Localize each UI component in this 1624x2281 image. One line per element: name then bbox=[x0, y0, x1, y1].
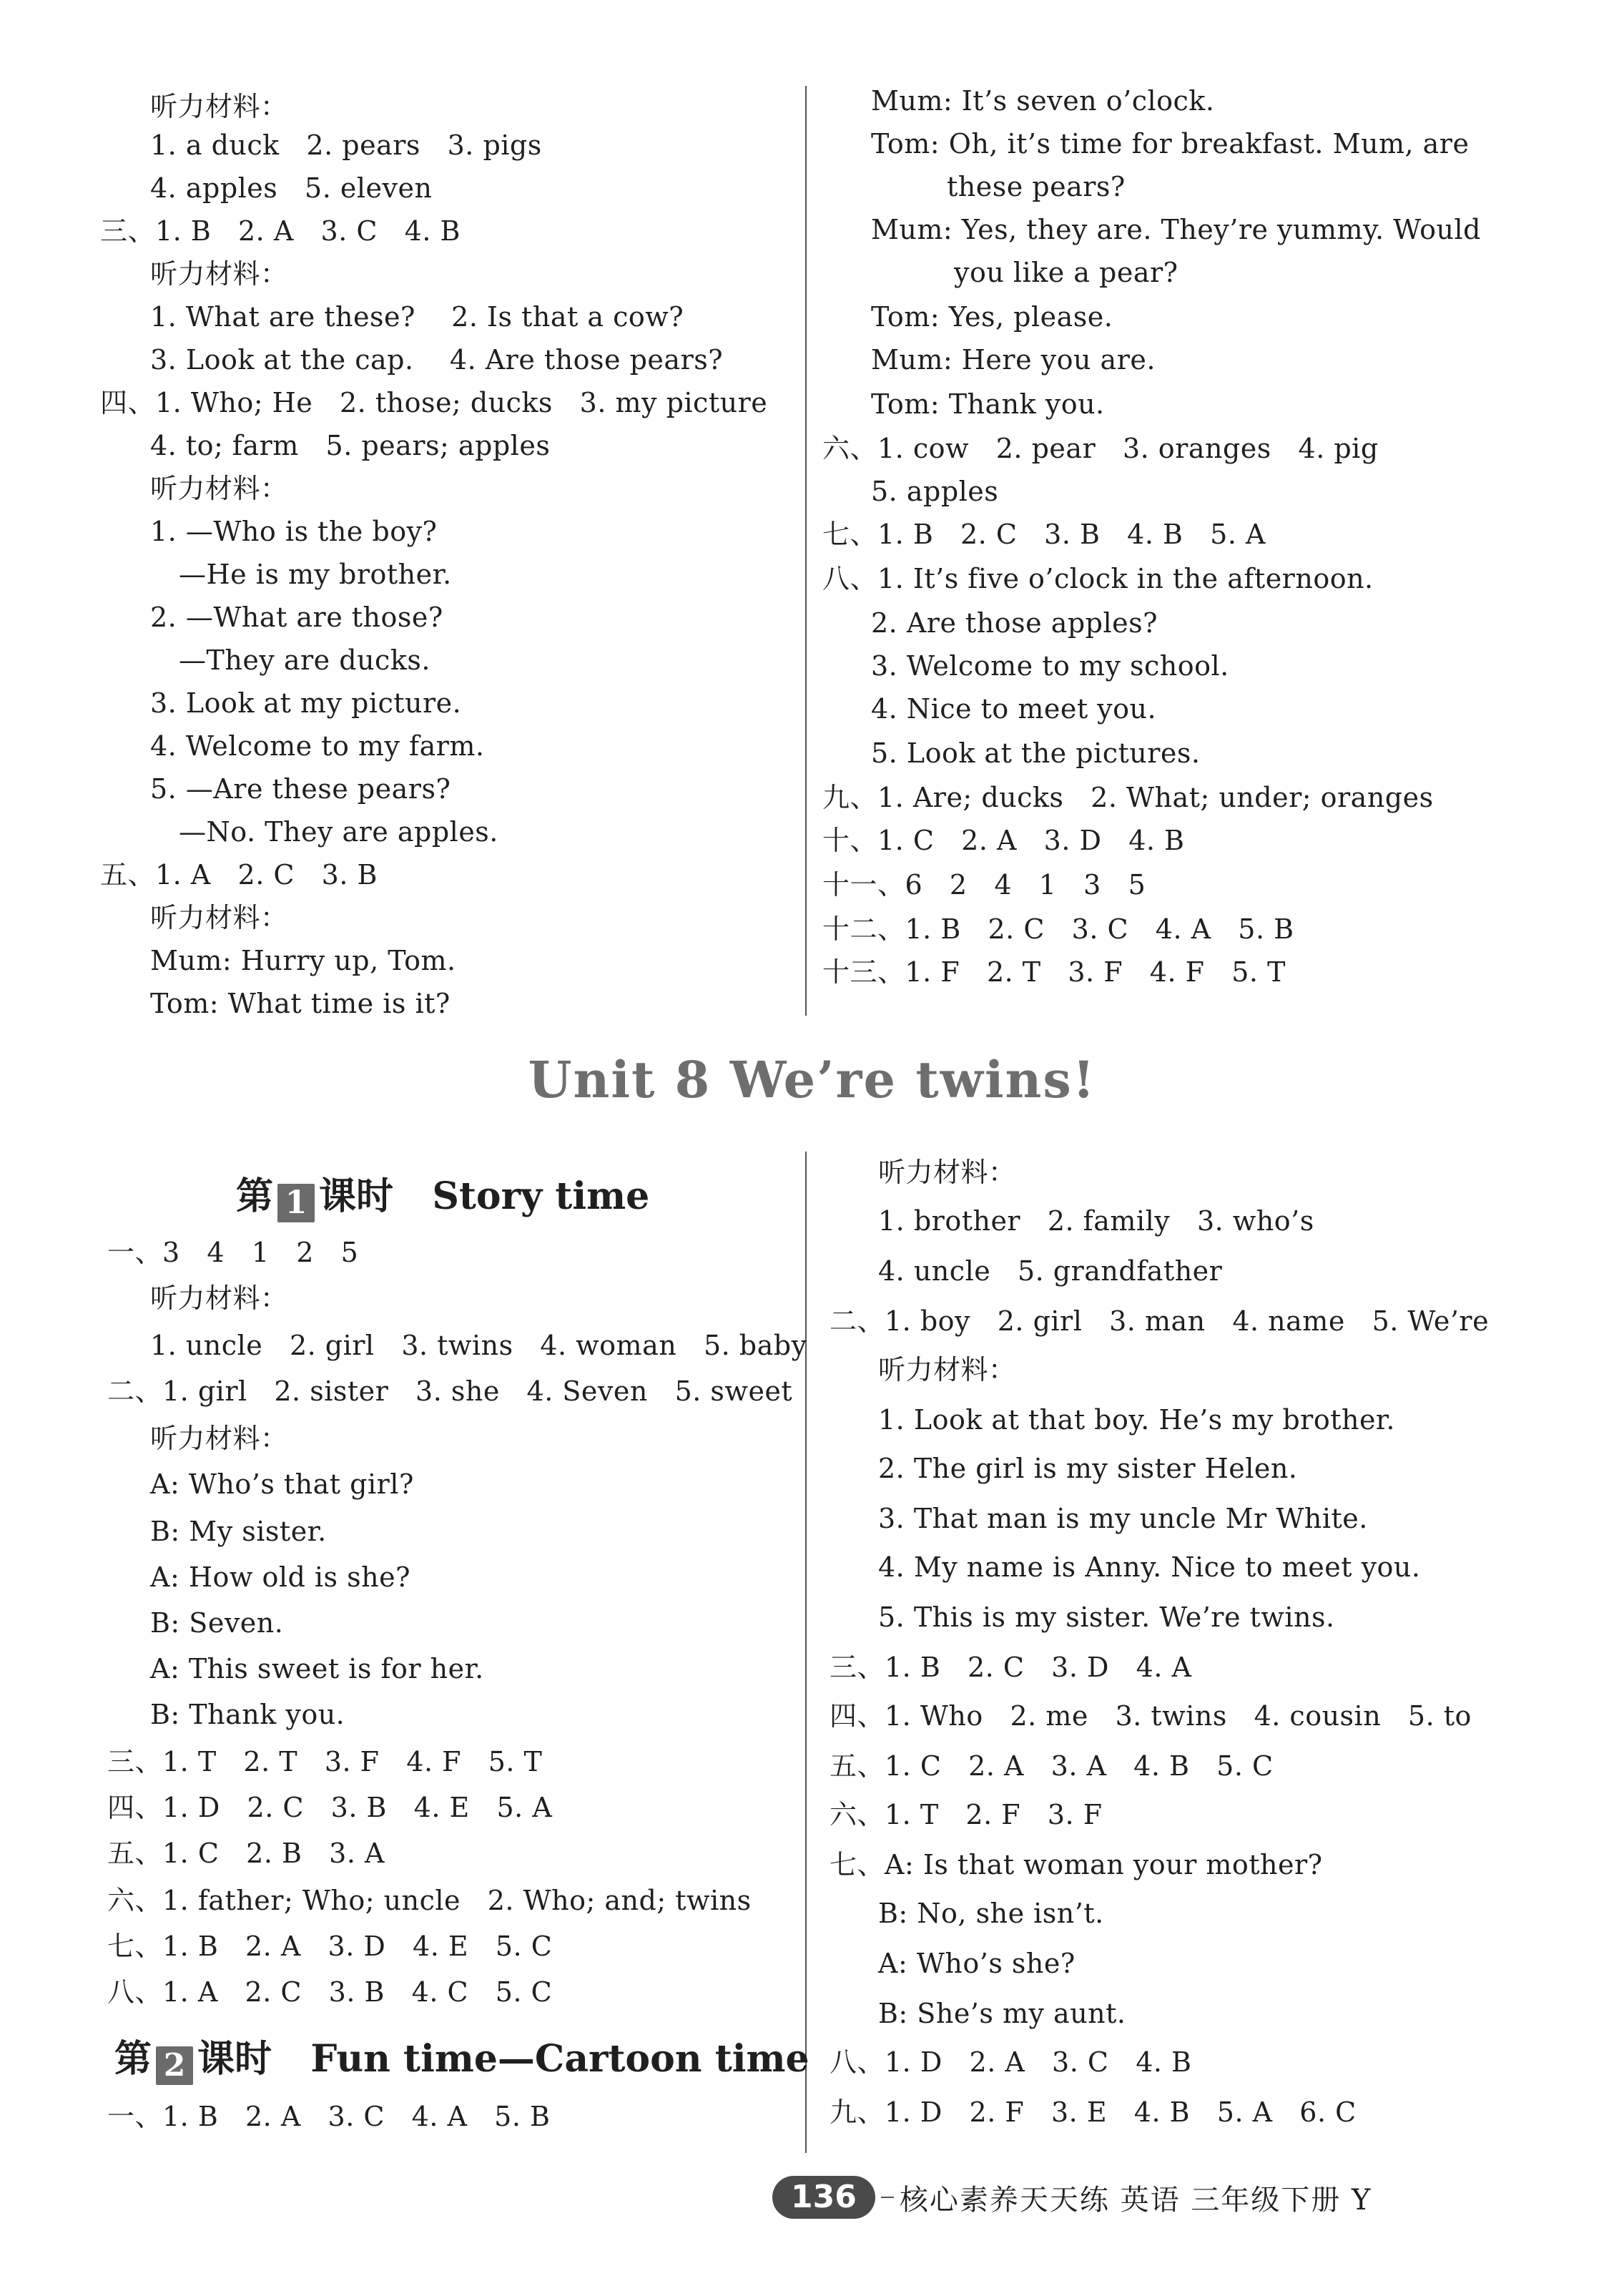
lesson-1-number-badge: 1 bbox=[277, 1184, 315, 1222]
top-right-line: Tom: Yes, please. bbox=[871, 301, 1113, 333]
top-right-line: 2. Are those apples? bbox=[871, 607, 1158, 639]
top-right-line: 5. apples bbox=[871, 476, 999, 507]
bottom-left-line: 八、1. A 2. C 3. B 4. C 5. C bbox=[107, 1976, 553, 2008]
top-right-line: Mum: Here you are. bbox=[871, 344, 1156, 376]
top-left-line: 四、1. Who; He 2. those; ducks 3. my picture bbox=[100, 387, 768, 418]
top-left-line: 听力材料： bbox=[150, 473, 288, 504]
bottom-right-line: A: Who’s she? bbox=[878, 1948, 1076, 1979]
top-left-line: Mum: Hurry up, Tom. bbox=[150, 945, 456, 976]
bottom-right-line: 八、1. D 2. A 3. C 4. B bbox=[830, 2046, 1192, 2078]
bottom-right-line: 1. brother 2. family 3. who’s bbox=[878, 1205, 1314, 1237]
unit-title: Unit 8 We’re twins! bbox=[528, 1050, 1096, 1109]
bottom-left-line: A: This sweet is for her. bbox=[150, 1653, 484, 1684]
bottom-left-line: 一、1. B 2. A 3. C 4. A 5. B bbox=[107, 2101, 551, 2132]
top-left-line: —No. They are apples. bbox=[179, 816, 498, 848]
bottom-right-line: 五、1. C 2. A 3. A 4. B 5. C bbox=[830, 1750, 1274, 1782]
top-right-line: these pears? bbox=[947, 171, 1126, 202]
bottom-left-line: 七、1. B 2. A 3. D 4. E 5. C bbox=[107, 1931, 553, 1962]
top-left-line: 3. Look at the cap. 4. Are those pears? bbox=[150, 344, 724, 376]
top-left-line: 五、1. A 2. C 3. B bbox=[100, 859, 378, 891]
page-footer bbox=[772, 2174, 1372, 2220]
top-left-line: 3. Look at my picture. bbox=[150, 687, 462, 719]
bottom-left-line: 听力材料： bbox=[150, 1282, 288, 1314]
top-right-line: Tom: Oh, it’s time for breakfast. Mum, are bbox=[871, 128, 1470, 160]
page-number: 136 bbox=[772, 2176, 875, 2219]
bottom-right-line: 四、1. Who 2. me 3. twins 4. cousin 5. to bbox=[830, 1700, 1472, 1732]
top-right-line: Tom: Thank you. bbox=[871, 388, 1105, 420]
bottom-right-line: 听力材料： bbox=[878, 1354, 1016, 1385]
top-right-line: 5. Look at the pictures. bbox=[871, 737, 1201, 769]
top-left-line: 听力材料： bbox=[150, 91, 288, 122]
top-left-line: 1. a duck 2. pears 3. pigs bbox=[150, 129, 542, 161]
bottom-right-line: 1. Look at that boy. He’s my brother. bbox=[878, 1404, 1396, 1436]
top-left-line: 4. apples 5. eleven bbox=[150, 172, 433, 204]
top-right-line: 十一、6 2 4 1 3 5 bbox=[822, 869, 1146, 901]
bottom-right-line: 4. My name is Anny. Nice to meet you. bbox=[878, 1551, 1421, 1583]
top-right-line: 3. Welcome to my school. bbox=[871, 650, 1229, 682]
footer-divider bbox=[881, 2197, 894, 2198]
bottom-left-line: 四、1. D 2. C 3. B 4. E 5. A bbox=[107, 1792, 553, 1823]
bottom-right-line: 二、1. boy 2. girl 3. man 4. name 5. We’re bbox=[830, 1305, 1490, 1337]
bottom-right-line: 2. The girl is my sister Helen. bbox=[878, 1453, 1298, 1484]
bottom-right-line: 七、A: Is that woman your mother? bbox=[830, 1849, 1323, 1880]
bottom-right-line: 九、1. D 2. F 3. E 4. B 5. A 6. C bbox=[830, 2096, 1357, 2128]
bottom-left-line: 六、1. father; Who; uncle 2. Who; and; twins bbox=[107, 1885, 752, 1916]
top-left-line: —He is my brother. bbox=[179, 559, 452, 590]
bottom-left-line: B: Thank you. bbox=[150, 1699, 345, 1730]
top-right-line: 九、1. Are; ducks 2. What; under; oranges bbox=[822, 782, 1434, 813]
column-divider-bottom bbox=[805, 1152, 807, 2153]
top-left-line: —They are ducks. bbox=[179, 644, 430, 676]
bottom-right-line: 3. That man is my uncle Mr White. bbox=[878, 1503, 1368, 1534]
top-left-line: Tom: What time is it? bbox=[150, 988, 451, 1019]
bottom-left-line: 五、1. C 2. B 3. A bbox=[107, 1838, 385, 1869]
bottom-right-line: 4. uncle 5. grandfather bbox=[878, 1255, 1223, 1287]
top-right-line: 七、1. B 2. C 3. B 4. B 5. A bbox=[822, 519, 1266, 550]
top-right-line: 六、1. cow 2. pear 3. oranges 4. pig bbox=[822, 433, 1379, 464]
bottom-right-line: B: She’s my aunt. bbox=[878, 1998, 1126, 2029]
bottom-left-line: B: My sister. bbox=[150, 1516, 327, 1547]
bottom-right-line: 5. This is my sister. We’re twins. bbox=[878, 1601, 1335, 1633]
top-left-line: 2. —What are those? bbox=[150, 602, 443, 633]
lesson-2-number-badge: 2 bbox=[156, 2046, 193, 2085]
book-title: 核心素养天天练 英语 三年级下册 Y bbox=[899, 2183, 1372, 2217]
bottom-right-line: 三、1. B 2. C 3. D 4. A bbox=[830, 1652, 1192, 1683]
bottom-left-line: A: How old is she? bbox=[150, 1561, 410, 1593]
top-right-line: 十三、1. F 2. T 3. F 4. F 5. T bbox=[822, 956, 1286, 988]
bottom-left-line: 1. uncle 2. girl 3. twins 4. woman 5. baby bbox=[150, 1330, 807, 1361]
top-left-line: 5. —Are these pears? bbox=[150, 773, 451, 805]
bottom-left-line: 一、3 4 1 2 5 bbox=[107, 1237, 359, 1268]
bottom-left-line: 二、1. girl 2. sister 3. she 4. Seven 5. sweet bbox=[107, 1375, 793, 1407]
top-right-line: 十、1. C 2. A 3. D 4. B bbox=[822, 825, 1185, 856]
top-left-line: 1. What are these? 2. Is that a cow? bbox=[150, 301, 684, 333]
top-left-line: 听力材料： bbox=[150, 902, 288, 933]
bottom-left-line: A: Who’s that girl? bbox=[150, 1468, 414, 1500]
bottom-left-line: B: Seven. bbox=[150, 1607, 284, 1639]
lesson-1-heading: 第 1 课时 Story time bbox=[236, 1174, 650, 1221]
top-left-line: 1. —Who is the boy? bbox=[150, 516, 438, 547]
bottom-right-line: 六、1. T 2. F 3. F bbox=[830, 1799, 1103, 1830]
bottom-right-line: 听力材料： bbox=[878, 1157, 1016, 1188]
column-divider-top bbox=[805, 86, 807, 1016]
top-left-line: 听力材料： bbox=[150, 258, 288, 290]
top-right-line: 八、1. It’s five o’clock in the afternoon. bbox=[822, 563, 1374, 594]
top-left-line: 4. to; farm 5. pears; apples bbox=[150, 430, 551, 461]
lesson-2-heading: 第 2 课时 Fun time—Cartoon time bbox=[114, 2037, 809, 2084]
bottom-left-line: 三、1. T 2. T 3. F 4. F 5. T bbox=[107, 1746, 543, 1777]
top-left-line: 三、1. B 2. A 3. C 4. B bbox=[100, 215, 461, 247]
top-left-line: 4. Welcome to my farm. bbox=[150, 730, 485, 762]
top-right-line: Mum: Yes, they are. They’re yummy. Would bbox=[871, 214, 1481, 245]
top-right-line: 4. Nice to meet you. bbox=[871, 693, 1157, 725]
top-right-line: Mum: It’s seven o’clock. bbox=[871, 85, 1215, 117]
top-right-line: you like a pear? bbox=[954, 257, 1178, 288]
top-right-line: 十二、1. B 2. C 3. C 4. A 5. B bbox=[822, 913, 1294, 945]
bottom-left-line: 听力材料： bbox=[150, 1423, 288, 1454]
bottom-right-line: B: No, she isn’t. bbox=[878, 1898, 1104, 1929]
